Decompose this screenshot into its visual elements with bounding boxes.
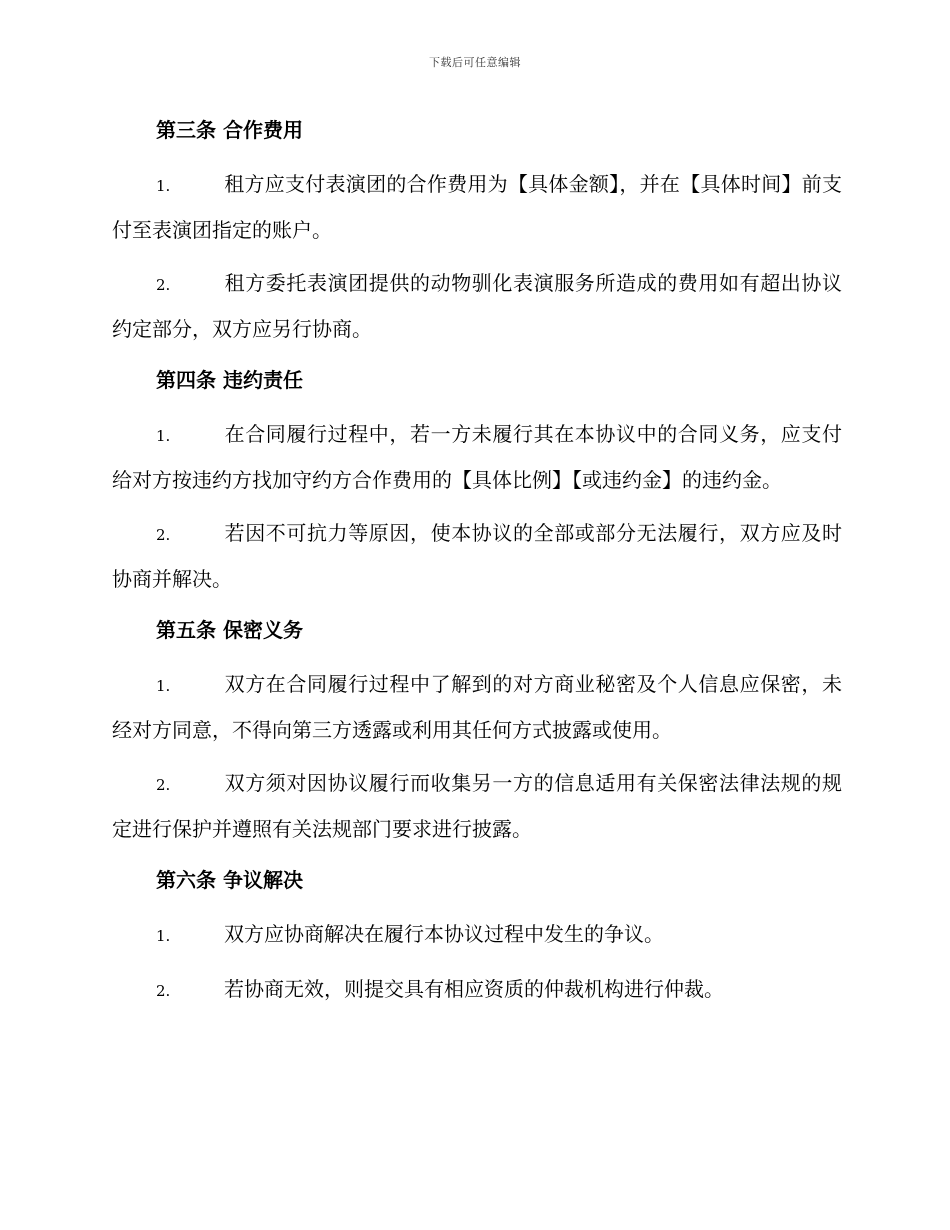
clause-number: 2. bbox=[156, 526, 171, 544]
section-heading: 第五条 保密义务 bbox=[156, 618, 303, 642]
clause bbox=[112, 662, 842, 752]
clause-text: 双方应协商解决在履行本协议过程中发生的争议。 bbox=[224, 922, 664, 946]
document-body bbox=[112, 110, 842, 1022]
clause-text: 租方委托表演团提供的动物驯化表演服务所造成的费用如有超出协议约定部分，双方应另行协商。 bbox=[112, 271, 842, 341]
clause-number: 1. bbox=[156, 427, 171, 445]
clause bbox=[112, 967, 842, 1013]
clause bbox=[112, 412, 842, 502]
clause-text: 双方在合同履行过程中了解到的对方商业秘密及个人信息应保密，未经对方同意，不得向第三方透露或利用其任何方式披露或使用。 bbox=[112, 672, 842, 742]
clause-number: 1. bbox=[156, 927, 171, 945]
clause-number: 2. bbox=[156, 276, 171, 294]
clause bbox=[112, 912, 842, 958]
section-6 bbox=[112, 860, 842, 1013]
section-3 bbox=[112, 110, 842, 351]
clause bbox=[112, 162, 842, 252]
clause bbox=[112, 261, 842, 351]
clause-number: 2. bbox=[156, 982, 171, 1000]
section-heading: 第六条 争议解决 bbox=[156, 868, 303, 892]
section-4 bbox=[112, 360, 842, 601]
section-heading: 第四条 违约责任 bbox=[156, 368, 303, 392]
clause-number: 1. bbox=[156, 677, 171, 695]
section-heading: 第三条 合作费用 bbox=[156, 118, 303, 142]
clause-text: 双方须对因协议履行而收集另一方的信息适用有关保密法律法规的规定进行保护并遵照有关法规部门要求进行披露。 bbox=[112, 771, 842, 841]
clause-text: 若协商无效，则提交具有相应资质的仲裁机构进行仲裁。 bbox=[224, 977, 724, 1001]
clause-text: 在合同履行过程中，若一方未履行其在本协议中的合同义务，应支付给对方按违约方找加守约方合作费用的【具体比例】【或违约金】的违约金。 bbox=[112, 422, 842, 492]
clause bbox=[112, 511, 842, 601]
page-header: 下载后可任意编辑 bbox=[429, 56, 521, 69]
clause-text: 租方应支付表演团的合作费用为【具体金额】，并在【具体时间】前支付至表演团指定的账户。 bbox=[112, 172, 842, 242]
clause bbox=[112, 761, 842, 851]
clause-text: 若因不可抗力等原因，使本协议的全部或部分无法履行，双方应及时协商并解决。 bbox=[112, 521, 842, 591]
clause-number: 2. bbox=[156, 776, 171, 794]
clause-number: 1. bbox=[156, 177, 171, 195]
section-5 bbox=[112, 610, 842, 851]
